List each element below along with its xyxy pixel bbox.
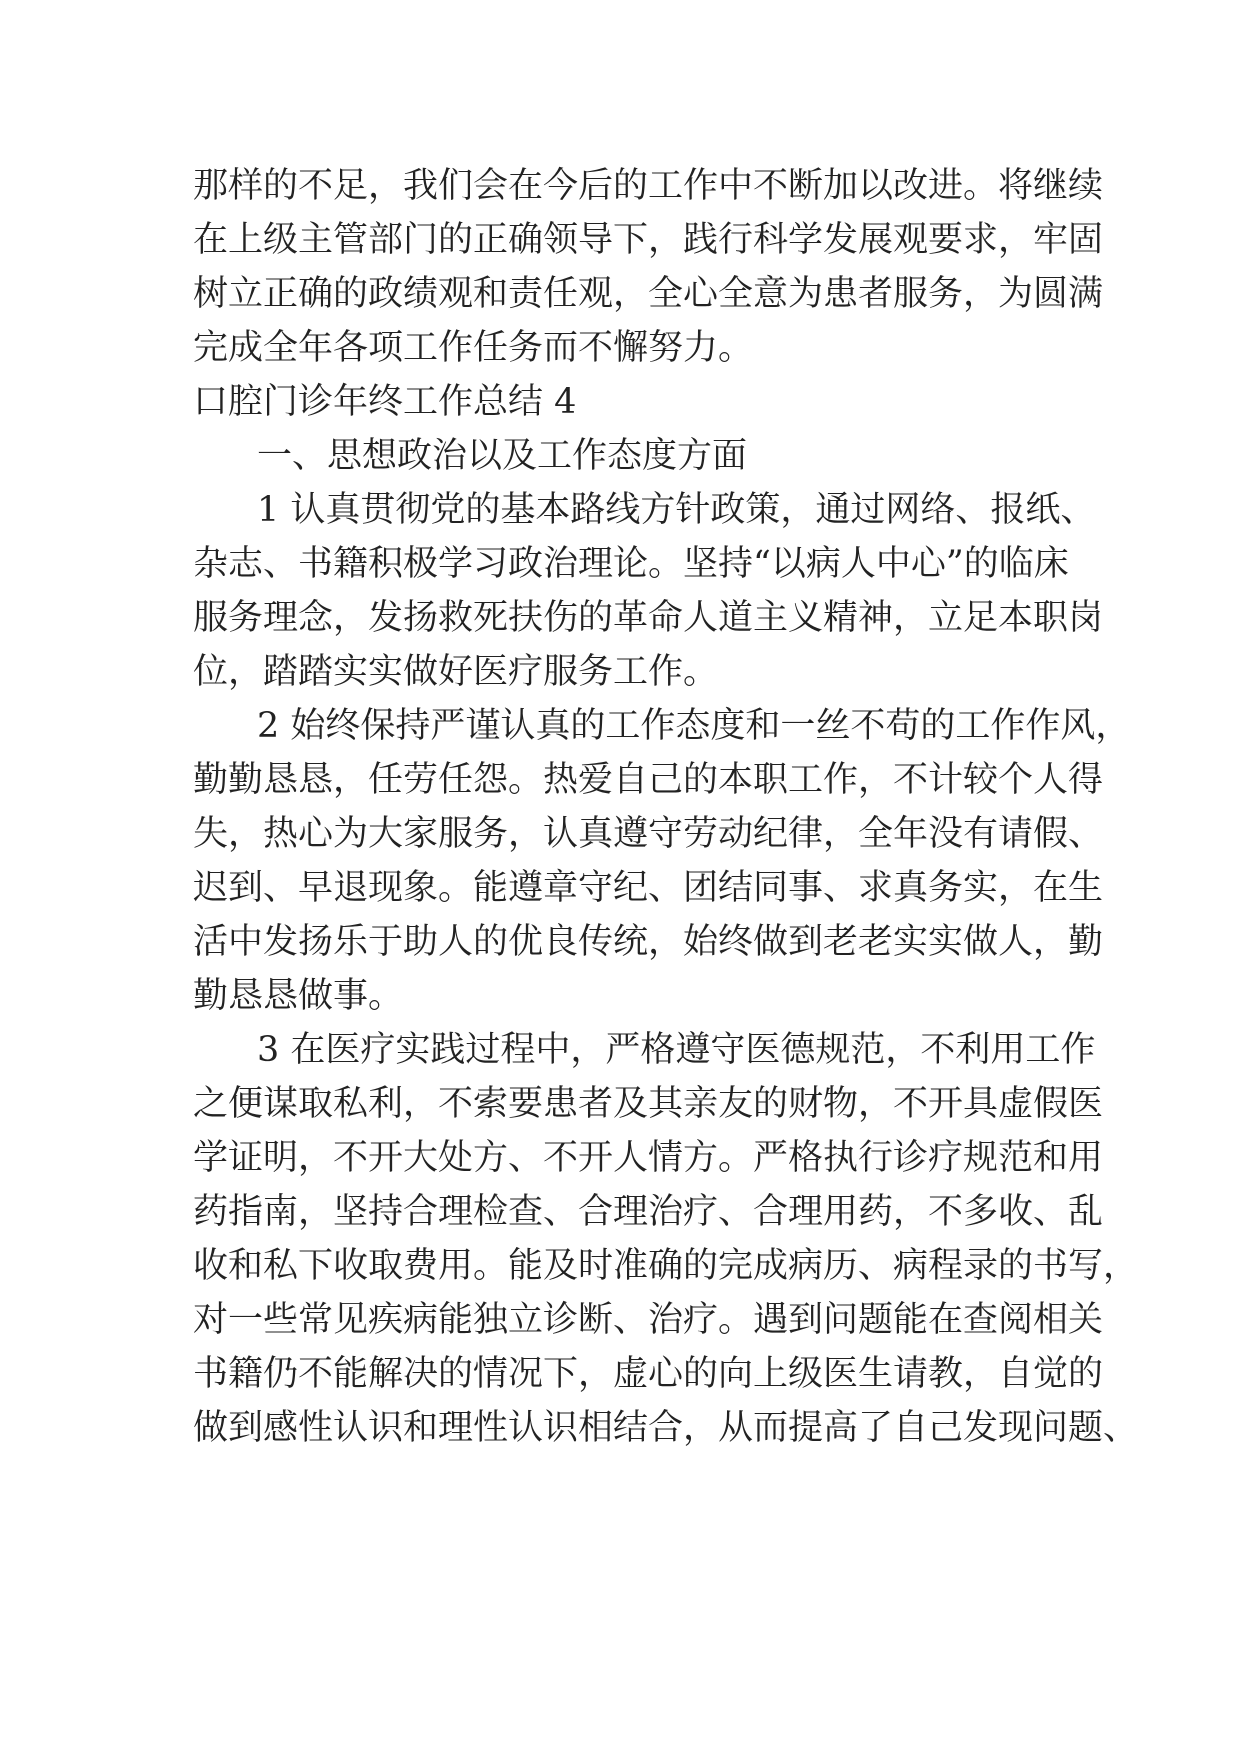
paragraph-line: 迟到、早退现象。能遵章守纪、团结同事、求真务实，在生 [193,868,1104,908]
paragraph-line: 1 认真贯彻党的基本路线方针政策，通过网络、报纸、 [257,490,1096,530]
paragraph-line: 对一些常见疾病能独立诊断、治疗。遇到问题能在查阅相关 [193,1300,1104,1340]
paragraph-line: 杂志、书籍积极学习政治理论。坚持“以病人中心”的临床 [193,544,1069,584]
paragraph-line: 勤恳恳做事。 [193,976,404,1016]
paragraph-line: 学证明，不开大处方、不开人情方。严格执行诊疗规范和用 [193,1138,1104,1178]
section-title: 口腔门诊年终工作总结 4 [193,382,577,422]
paragraph-line: 2 始终保持严谨认真的工作态度和一丝不苟的工作作风， [257,706,1131,746]
subsection-heading: 一、思想政治以及工作态度方面 [257,436,748,476]
paragraph-line: 在上级主管部门的正确领导下，践行科学发展观要求，牢固 [193,220,1104,260]
paragraph-line: 药指南，坚持合理检查、合理治疗、合理用药，不多收、乱 [193,1192,1104,1232]
paragraph-line: 树立正确的政绩观和责任观，全心全意为患者服务，为圆满 [193,274,1104,314]
paragraph-line: 3 在医疗实践过程中，严格遵守医德规范，不利用工作 [257,1030,1096,1070]
paragraph-line: 勤勤恳恳，任劳任怨。热爱自己的本职工作，不计较个人得 [193,760,1104,800]
paragraph-line: 完成全年各项工作任务而不懈努力。 [193,328,754,368]
paragraph-line: 活中发扬乐于助人的优良传统，始终做到老老实实做人，勤 [193,922,1104,962]
paragraph-line: 位，踏踏实实做好医疗服务工作。 [193,652,719,692]
paragraph-line: 书籍仍不能解决的情况下，虚心的向上级医生请教，自觉的 [193,1354,1104,1394]
paragraph-line: 之便谋取私利，不索要患者及其亲友的财物，不开具虚假医 [193,1084,1104,1124]
paragraph-line: 做到感性认识和理性认识相结合，从而提高了自己发现问题、 [193,1408,1139,1448]
paragraph-line: 那样的不足，我们会在今后的工作中不断加以改进。将继续 [193,166,1104,206]
paragraph-line: 失，热心为大家服务，认真遵守劳动纪律，全年没有请假、 [193,814,1104,854]
paragraph-line: 服务理念，发扬救死扶伤的革命人道主义精神，立足本职岗 [193,598,1104,638]
paragraph-line: 收和私下收取费用。能及时准确的完成病历、病程录的书写， [193,1246,1139,1286]
